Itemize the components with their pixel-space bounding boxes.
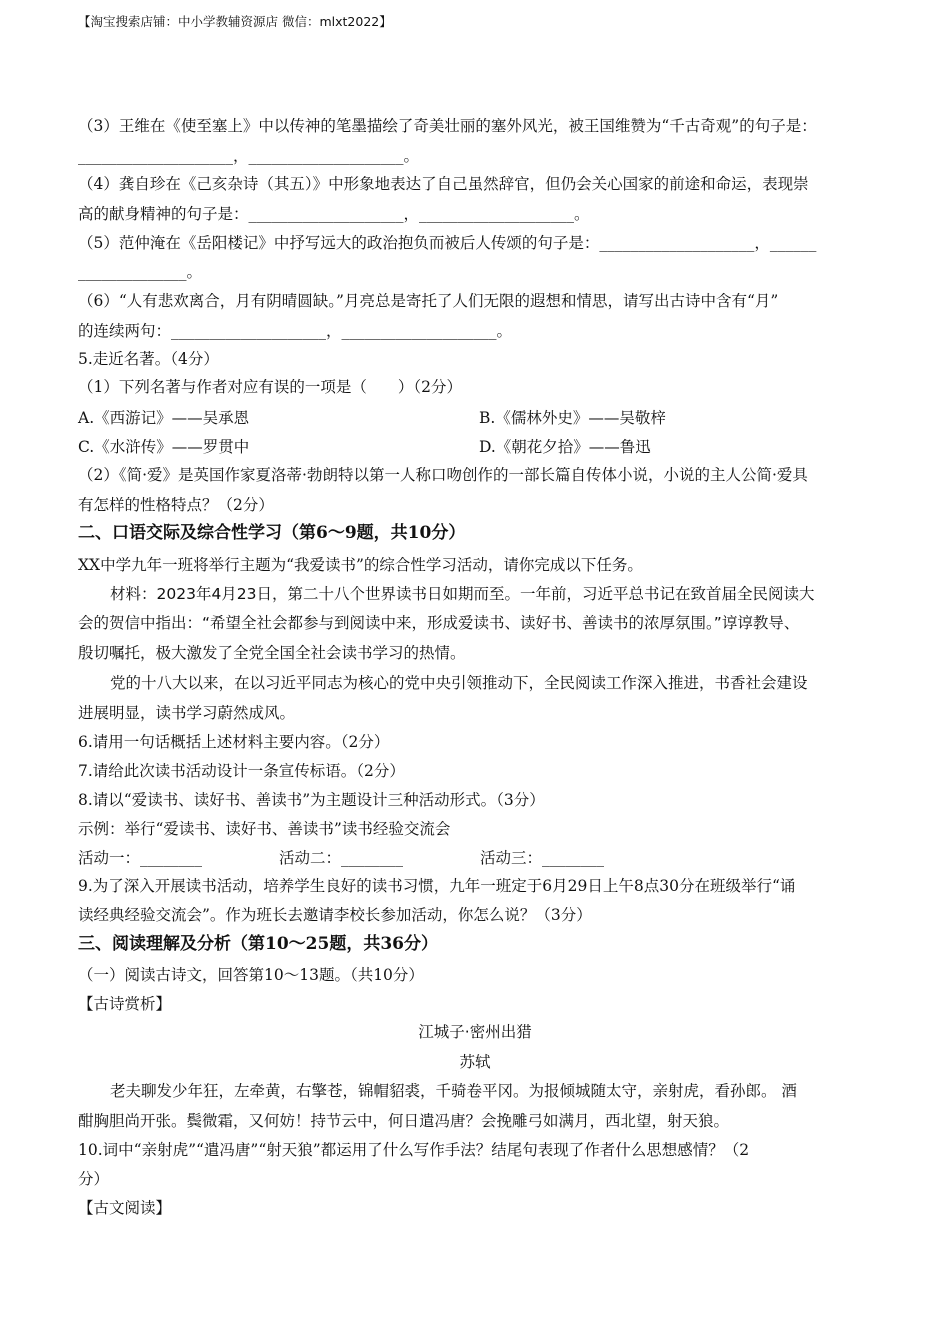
q6-line2: 的连续两句：____________________，____________________。 bbox=[78, 322, 513, 340]
question-7: 7.请给此次读书活动设计一条宣传标语。（2分） bbox=[78, 762, 405, 780]
q3-blanks: ____________________，____________________。 bbox=[78, 147, 420, 165]
question-9-line2: 读经典经验交流会”。作为班长去邀请李校长参加活动，你怎么说？（3分） bbox=[78, 906, 592, 924]
material-line2: 会的贺信中指出：“希望全社会都参与到阅读中来，形成爱读书、读好书、善读书的浓厚氛围。”谆谆教导、 bbox=[78, 614, 800, 632]
q4-line1: （4）龚自珍在《己亥杂诗（其五）》中形象地表达了自己虽然辞官，但仍会关心国家的前途和命运，表现崇 bbox=[78, 175, 809, 193]
option-a: A.《西游记》——吴承恩 bbox=[78, 409, 250, 427]
poem-line2: 酣胸胆尚开张。鬓微霜，又何妨！持节云中，何日遣冯唐？会挽雕弓如满月，西北望，射天狼。 bbox=[78, 1112, 730, 1130]
material-line3: 殷切嘱托，极大激发了全党全国全社会读书学习的热情。 bbox=[78, 644, 466, 662]
activity-3: 活动三：________ bbox=[480, 849, 605, 867]
prose-tag: 【古文阅读】 bbox=[78, 1199, 172, 1217]
activity-2: 活动二：________ bbox=[279, 849, 404, 867]
question-10-line1: 10.词中“亲射虎”“遣冯唐”“射天狼”都运用了什么写作手法？结尾句表现了作者什么思想感情？（2 bbox=[78, 1141, 750, 1159]
poem-tag: 【古诗赏析】 bbox=[78, 995, 172, 1013]
option-d: D.《朝花夕拾》——鲁迅 bbox=[479, 438, 651, 456]
question-9-line1: 9.为了深入开展读书活动，培养学生良好的读书习惯，九年一班定于6月29日上午8点30分在班级举行“诵 bbox=[78, 877, 796, 895]
material-line5: 进展明显，读书学习蔚然成风。 bbox=[78, 704, 296, 722]
option-b: B.《儒林外史》——吴敬梓 bbox=[479, 409, 666, 427]
question-8: 8.请以“爱读书、读好书、善读书”为主题设计三种活动形式。（3分） bbox=[78, 791, 545, 809]
option-c: C.《水浒传》——罗贯中 bbox=[78, 438, 250, 456]
question-8-example: 示例：举行“爱读书、读好书、善读书”读书经验交流会 bbox=[78, 820, 451, 838]
section-2-title: 二、口语交际及综合性学习（第6～9题，共10分） bbox=[78, 523, 466, 543]
section-3-subtitle: （一）阅读古诗文，回答第10～13题。（共10分） bbox=[78, 966, 424, 984]
poem-title: 江城子·密州出猎 bbox=[418, 1023, 532, 1041]
question-5-1: （1）下列名著与作者对应有误的一项是（ ）（2分） bbox=[78, 378, 462, 396]
poem-line1: 老夫聊发少年狂，左牵黄，右擎苍，锦帽貂裘，千骑卷平冈。为报倾城随太守，亲射虎，看孙郎。 酒 bbox=[110, 1082, 797, 1100]
question-5-2-line2: 有怎样的性格特点？（2分） bbox=[78, 496, 274, 514]
question-6: 6.请用一句话概括上述材料主要内容。（2分） bbox=[78, 733, 390, 751]
q4-line2: 高的献身精神的句子是：____________________，____________________。 bbox=[78, 205, 590, 223]
poem-author: 苏轼 bbox=[459, 1053, 491, 1071]
q3-line1: （3）王维在《使至塞上》中以传神的笔墨描绘了奇美壮丽的塞外风光，被王国维赞为“千古奇观”的句子是： bbox=[78, 117, 817, 135]
activity-1: 活动一：________ bbox=[78, 849, 203, 867]
section-3-title: 三、阅读理解及分析（第10～25题，共36分） bbox=[78, 934, 438, 954]
q5-line1: （5）范仲淹在《岳阳楼记》中抒写远大的政治抱负而被后人传颂的句子是：____________________，______ bbox=[78, 234, 817, 252]
question-5-title: 5.走近名著。（4分） bbox=[78, 350, 219, 368]
q5-line2: ______________。 bbox=[78, 263, 203, 281]
section-2-intro: XX中学九年一班将举行主题为“我爱读书”的综合性学习活动，请你完成以下任务。 bbox=[78, 556, 643, 574]
q6-line1: （6）“人有悲欢离合，月有阴晴圆缺。”月亮总是寄托了人们无限的遐想和情思，请写出古诗中含有“月” bbox=[78, 292, 779, 310]
question-5-2-line1: （2）《简·爱》是英国作家夏洛蒂·勃朗特以第一人称口吻创作的一部长篇自传体小说，小说的主人公简·爱具 bbox=[78, 466, 808, 484]
material-line4: 党的十八大以来，在以习近平同志为核心的党中央引领推动下，全民阅读工作深入推进，书香社会建设 bbox=[110, 674, 808, 692]
question-10-line2: 分） bbox=[78, 1170, 110, 1188]
material-line1: 材料：2023年4月23日，第二十八个世界读书日如期而至。一年前，习近平总书记在致首届全民阅读大 bbox=[110, 585, 815, 603]
page-header: 【淘宝搜索店铺：中小学教辅资源店 微信：mlxt2022】 bbox=[78, 14, 392, 29]
